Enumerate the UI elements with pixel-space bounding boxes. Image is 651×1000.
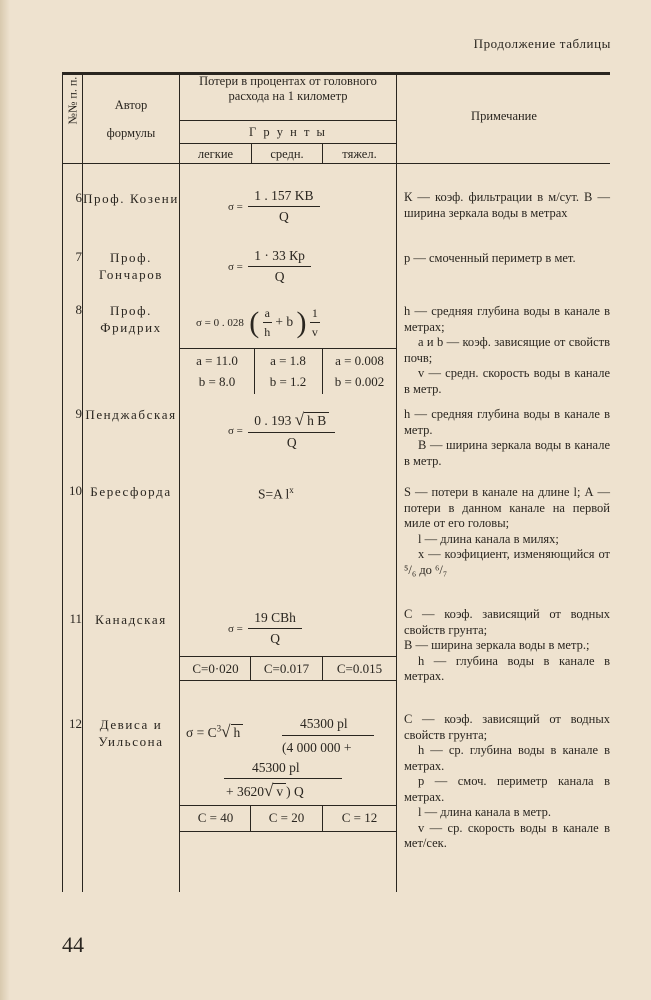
formula-denominator: Q [274, 269, 285, 284]
note-line: р — смоч. периметр канала в метрах. [404, 774, 610, 804]
row-note [404, 712, 610, 852]
formula-fraction-bar [282, 735, 374, 736]
column-divider-formula [396, 72, 397, 892]
formula-author: Пенджабская [85, 407, 177, 422]
row-note [404, 251, 610, 267]
formula-close-paren: ) [296, 306, 307, 339]
formula-author: Бересфорда [90, 484, 172, 499]
sqrt-icon: √ [294, 410, 305, 429]
formula-davis-wilson-numerator: 45300 pl [300, 716, 348, 731]
formula-denominator-3 [226, 781, 304, 801]
formula-numerator: 1 [310, 306, 320, 323]
coef-rule [180, 348, 396, 349]
header-soil-medium: средн. [270, 147, 304, 161]
formula-author: Проф. Козени [83, 191, 179, 206]
formula-numerator: 1 · 33 Кр [248, 248, 311, 267]
note-line: В — ширина зеркала воды в канале в метр. [404, 438, 610, 468]
note-line: К — коэф. фильтрации в м/сут. В — ширина зеркала воды в метрах [404, 190, 610, 220]
coef-heavy: C = 12 [341, 810, 378, 825]
coef-medium-b: b = 1.2 [269, 374, 307, 389]
formula-fraction [263, 306, 272, 340]
note-line: l — длина канала в метр. [418, 805, 552, 819]
row-note [404, 304, 610, 397]
formula-denominator: h [264, 325, 271, 339]
formula-numerator: 19 CBh [248, 610, 302, 629]
formula-plus-b: + b [275, 314, 294, 330]
note-line: S — потери в канале на длине l; А — потери в данном канале на первой миле от его головы; [404, 485, 610, 530]
header-subrule-losses [179, 120, 396, 121]
formula-fraction [248, 248, 311, 285]
note-line: х — коэфициент, изменяющийся от ⁵/₆ до ⁶/₇ [404, 547, 610, 577]
row-number: 8 [75, 302, 82, 317]
formula-pendjab [228, 410, 335, 451]
formula-davis-wilson-lhs [186, 722, 243, 742]
formula-lhs: σ = [228, 260, 243, 273]
formula-fraction-bar-2 [224, 778, 342, 779]
formula-lhs: σ = C [186, 725, 217, 740]
header-losses: Потери в процентах от головного расхода на 1 километр [199, 74, 377, 103]
header-soil-light: легкие [197, 147, 234, 161]
formula-base: S=A l [258, 486, 290, 502]
formula-lhs: σ = 0 . 028 [196, 317, 244, 330]
formula-author: Девиса и Уильсона [98, 717, 164, 749]
coef-heavy-b: b = 0.002 [334, 374, 385, 389]
formula-den-end: ) Q [286, 784, 304, 799]
note-line: С — коэф. зависящий от водных свойств грунта; [404, 712, 610, 742]
formula-fridrih [196, 306, 320, 340]
formula-fraction [248, 188, 319, 225]
note-line: v — средн. скорость воды в канале в метр. [404, 366, 610, 396]
formula-radicand: h [231, 724, 244, 740]
row-note [404, 190, 610, 221]
coef-heavy-a: a = 0.008 [335, 353, 384, 368]
formula-fraction [248, 410, 335, 451]
row-number: 11 [69, 611, 82, 626]
row-note [404, 407, 610, 469]
formula-canadian [228, 610, 302, 647]
formula-beresford [258, 485, 294, 503]
coef-light-a: a = 11.0 [196, 353, 238, 368]
coef-medium: C=0.017 [263, 661, 310, 676]
formula-lhs: σ = [228, 424, 243, 437]
formula-open-paren: ( [249, 306, 260, 339]
sqrt-icon: √ [264, 781, 274, 800]
coef-heavy: C=0.015 [336, 661, 383, 676]
formula-radicand: h B [304, 412, 329, 428]
header-author-line2: формулы [106, 126, 156, 140]
note-line: l — длина канала в милях; [418, 531, 559, 546]
formula-denominator-2: 45300 pl [252, 760, 300, 775]
note-line: В — ширина зеркала воды в метр.; [404, 638, 590, 652]
formula-numerator: 1 . 157 KB [248, 188, 319, 207]
coef-rule-bottom [180, 680, 396, 681]
table-continuation-caption: Продолжение таблицы [473, 36, 611, 51]
header-bottom-rule [62, 163, 610, 164]
formula-den-coef: + 3620 [226, 784, 264, 799]
row-number: 10 [69, 483, 82, 498]
formula-lhs: σ = [228, 622, 243, 635]
header-author-line1: Автор [114, 98, 148, 112]
coef-rule [180, 656, 396, 657]
note-line: h — средняя глубина воды в канале в метр. [404, 407, 610, 437]
page-number: 44 [62, 932, 84, 957]
note-line: h — ср. глубина воды в канале в метрах. [404, 743, 610, 773]
formula-numerator [248, 410, 335, 433]
note-line: h — глубина воды в канале в метрах. [404, 653, 610, 683]
formula-author: Проф. Гончаров [98, 250, 164, 282]
formula-author: Канадская [95, 612, 167, 627]
row-number: 6 [75, 190, 82, 205]
formula-goncharov [228, 248, 311, 285]
formula-denominator: v [311, 325, 318, 339]
coef-light-b: b = 8.0 [198, 374, 236, 389]
column-divider-author [179, 72, 180, 892]
coef-rule-bottom [180, 831, 396, 832]
coef-light: C=0·020 [192, 661, 239, 676]
root-index: 3 [216, 723, 222, 734]
formula-exponent: x [289, 485, 294, 495]
formula-denominator: Q [270, 631, 280, 646]
formula-denominator: Q [279, 209, 289, 224]
page-edge-shadow [0, 0, 10, 1000]
coef-light: C = 40 [197, 810, 234, 825]
formula-fraction [248, 610, 302, 647]
note-line: р — смоченный периметр в мет. [404, 251, 576, 265]
formula-radicand: v [273, 783, 286, 799]
header-soil-heavy: тяжел. [342, 147, 377, 161]
header-note: Примечание [471, 109, 537, 123]
note-line: а и b — коэф. зависящие от свойств почв; [404, 335, 610, 365]
header-subrule-soils [179, 143, 396, 144]
formula-lhs: σ = [228, 200, 243, 213]
formula-kozeni [228, 188, 320, 225]
coef-rule [180, 805, 396, 806]
formula-denominator-1: (4 000 000 + [282, 740, 352, 755]
formula-denominator: Q [286, 435, 297, 450]
sqrt-icon: √ [221, 722, 231, 741]
note-line: v — ср. скорость воды в канале в мет/сек. [404, 820, 610, 850]
row-note [404, 485, 610, 578]
header-soils: Г р у н т ы [249, 125, 327, 139]
note-line: С — коэф. зависящий от водных свойств грунта; [404, 607, 610, 637]
coef-medium-a: a = 1.8 [270, 353, 306, 368]
row-number: 12 [69, 716, 82, 731]
note-line: h — средняя глубина воды в канале в метрах; [404, 304, 610, 334]
coef-medium: C = 20 [268, 810, 305, 825]
row-note [404, 607, 610, 685]
row-number: 9 [75, 406, 82, 421]
formula-numerator: a [263, 306, 272, 323]
formula-fraction [310, 306, 320, 340]
row-number: 7 [75, 249, 82, 264]
formula-coefficient: 0 . 193 [254, 413, 292, 428]
formula-author: Проф. Фридрих [100, 303, 162, 335]
header-row-number: №№ п. п. [65, 76, 80, 125]
